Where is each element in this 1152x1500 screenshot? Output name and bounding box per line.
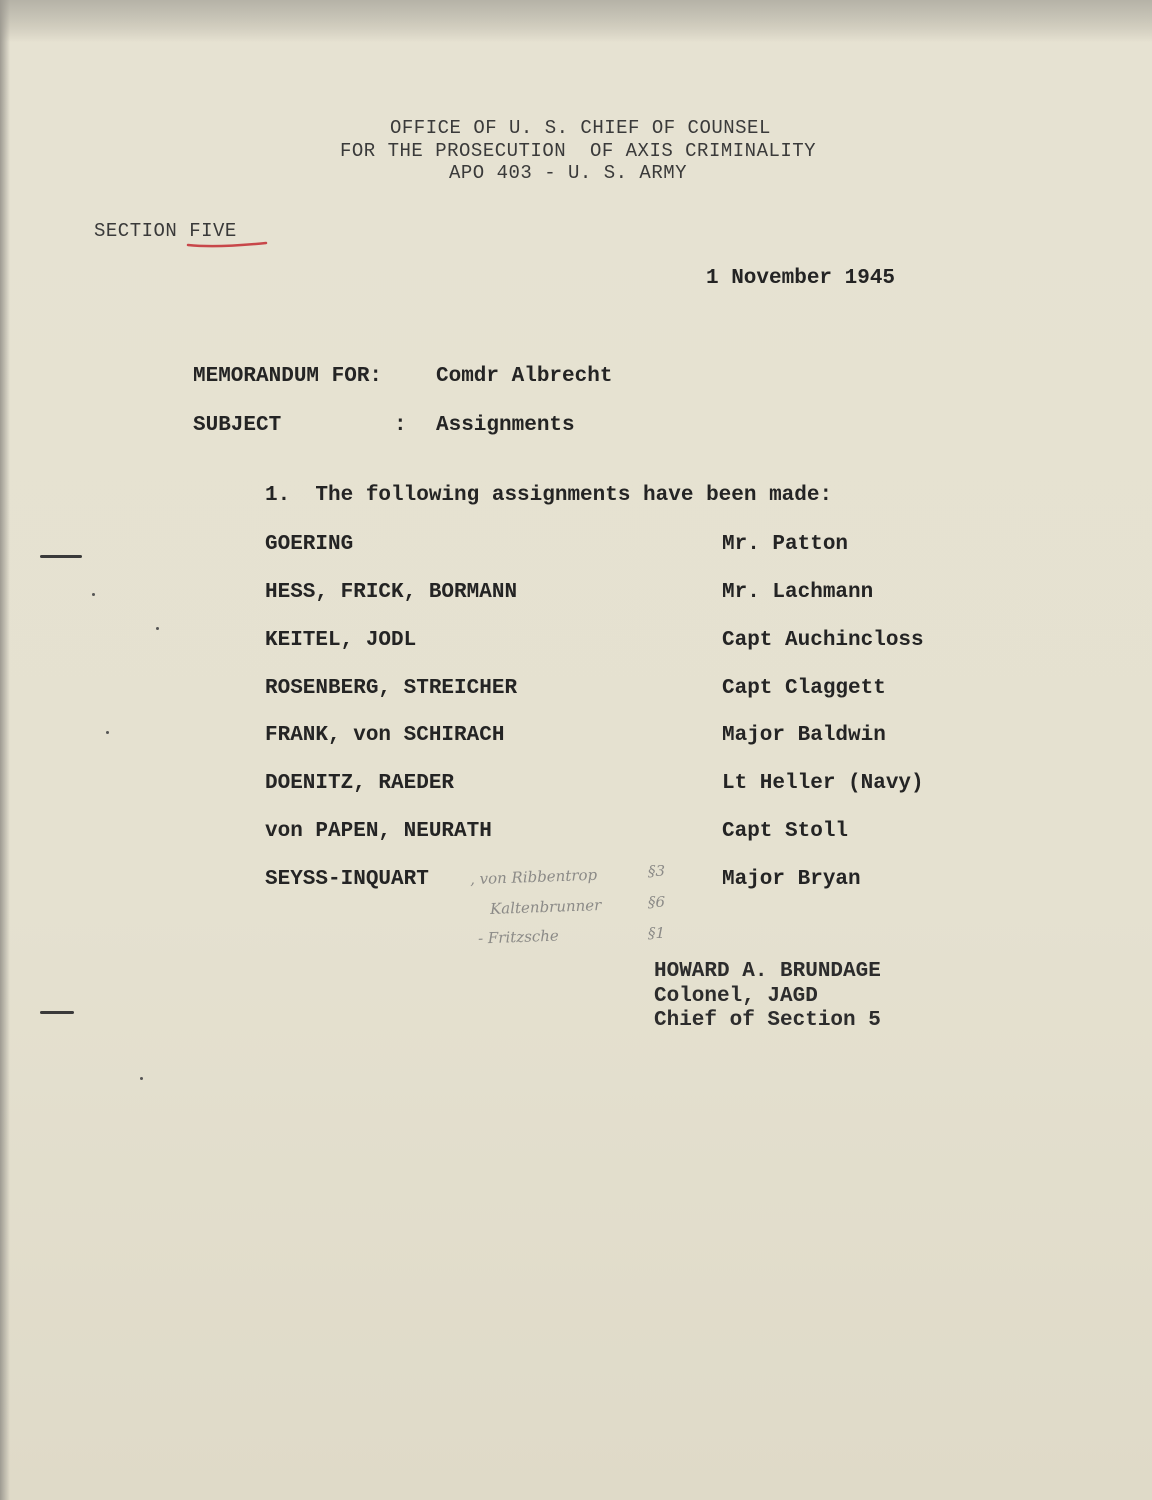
assignment-defendants: HESS, FRICK, BORMANN xyxy=(265,581,518,604)
memo-for-label: MEMORANDUM FOR: xyxy=(193,365,383,388)
memo-for-value: Comdr Albrecht xyxy=(436,365,613,388)
handwritten-mark: §6 xyxy=(648,893,666,911)
handwritten-mark: §3 xyxy=(648,862,666,880)
paper-top-shadow xyxy=(0,0,1152,42)
paragraph-intro: 1. The following assignments have been made: xyxy=(265,484,833,507)
handwritten-name: Kaltenbrunner xyxy=(489,896,602,918)
assignment-counsel: Capt Auchincloss xyxy=(722,629,924,652)
paper-speck xyxy=(92,593,95,596)
letterhead-line-1: OFFICE OF U. S. CHIEF OF COUNSEL xyxy=(390,117,771,139)
assignment-defendants: DOENITZ, RAEDER xyxy=(265,772,455,795)
assignment-counsel: Major Bryan xyxy=(722,868,861,891)
red-pencil-underline xyxy=(186,240,268,248)
assignment-defendants: SEYSS-INQUART xyxy=(265,868,429,891)
assignment-defendants: ROSENBERG, STREICHER xyxy=(265,677,518,700)
assignment-counsel: Capt Stoll xyxy=(722,820,849,843)
subject-value: Assignments xyxy=(436,414,575,437)
assignment-counsel: Major Baldwin xyxy=(722,724,886,747)
handwritten-mark: §1 xyxy=(648,924,666,942)
handwritten-name: - Fritzsche xyxy=(477,926,560,948)
memo-date: 1 November 1945 xyxy=(706,267,896,290)
assignment-counsel: Mr. Lachmann xyxy=(722,581,874,604)
assignment-counsel: Mr. Patton xyxy=(722,533,849,556)
margin-mark xyxy=(40,555,82,558)
assignment-defendants: KEITEL, JODL xyxy=(265,629,417,652)
paper-speck xyxy=(156,627,159,630)
paper-left-shadow xyxy=(0,0,10,1500)
letterhead-line-2: FOR THE PROSECUTION OF AXIS CRIMINALITY xyxy=(340,140,817,162)
assignment-counsel: Capt Claggett xyxy=(722,677,886,700)
subject-colon: : xyxy=(394,414,407,437)
margin-mark xyxy=(40,1011,74,1014)
paper-speck xyxy=(106,731,109,734)
subject-label: SUBJECT xyxy=(193,414,282,437)
letterhead-line-3: APO 403 - U. S. ARMY xyxy=(449,162,688,184)
assignment-defendants: GOERING xyxy=(265,533,354,556)
section-label: SECTION FIVE xyxy=(94,220,237,242)
assignment-counsel: Lt Heller (Navy) xyxy=(722,772,924,795)
signature-rank: Colonel, JAGD xyxy=(654,985,818,1008)
assignment-defendants: von PAPEN, NEURATH xyxy=(265,820,492,843)
paper-speck xyxy=(140,1077,143,1080)
handwritten-name: , von Ribbentrop xyxy=(469,865,598,889)
assignment-defendants: FRANK, von SCHIRACH xyxy=(265,724,505,747)
signature-title: Chief of Section 5 xyxy=(654,1009,881,1032)
signature-name: HOWARD A. BRUNDAGE xyxy=(654,960,881,983)
